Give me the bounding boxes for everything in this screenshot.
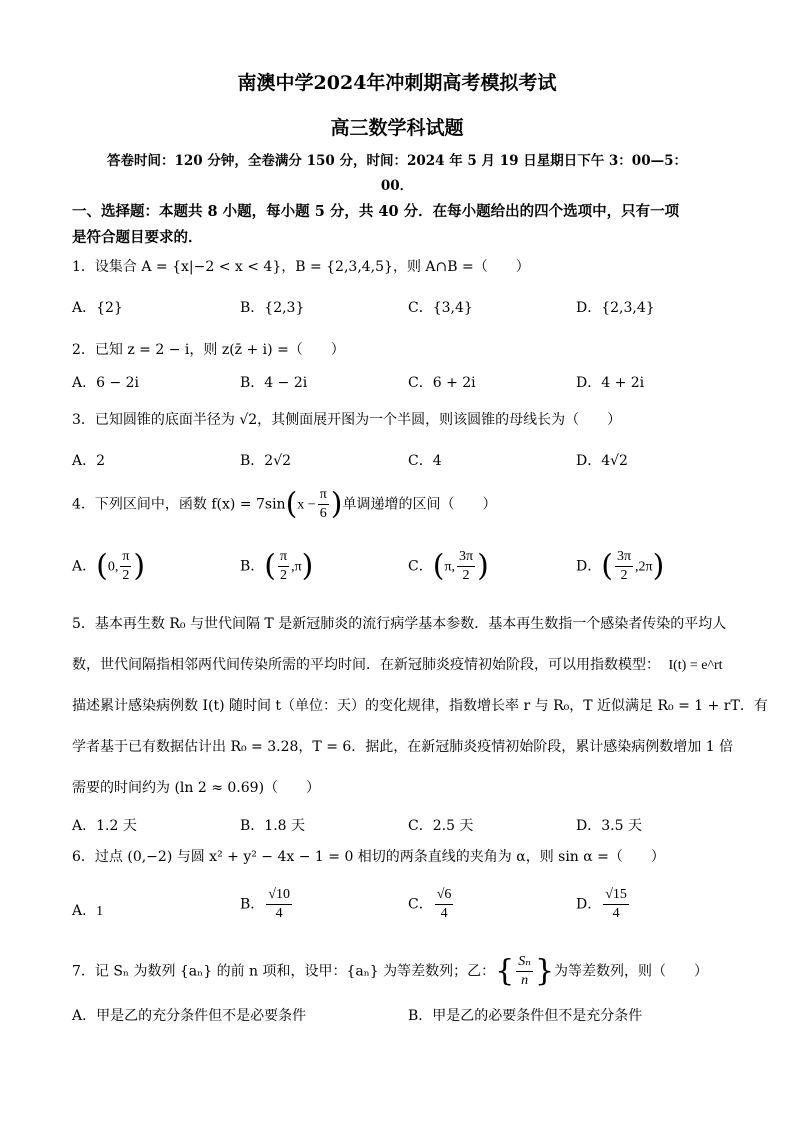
exam-info-line2: 00． — [380, 178, 414, 194]
question-6-option-a[interactable] — [72, 900, 103, 920]
question-2-option-a[interactable]: A．6 − 2i — [72, 375, 140, 391]
question-6-option-d-num: √15 — [603, 886, 629, 905]
question-5-line3: 描述累计感染病例数 I(t) 随时间 t（单位：天）的变化规律，指数增长率 r 与 R₀，T 近似满足 R₀ = 1 + rT．有 — [72, 698, 768, 714]
question-4-option-c-num: 3π — [457, 548, 475, 567]
question-4-option-c-den: 2 — [462, 568, 470, 583]
question-3-stem: 3．已知圆锥的底面半径为 √2，其侧面展开图为一个半圆，则该圆锥的母线长为（ ） — [72, 412, 622, 428]
question-5-line5: 需要的时间约为 (ln 2 ≈ 0.69)（ ） — [72, 780, 321, 796]
question-5-option-b[interactable]: B．1.8 天 — [240, 818, 306, 834]
question-6-option-d-label: D． — [576, 896, 602, 913]
question-4-option-d-label: D． — [576, 558, 602, 575]
question-3-option-a[interactable]: A．2 — [72, 453, 106, 469]
question-7-option-a[interactable]: A．甲是乙的充分条件但不是必要条件 — [72, 1008, 307, 1024]
question-6-option-d-den: 4 — [612, 906, 620, 921]
question-2-stem: 2．已知 z = 2 − i，则 z(z̄ + i) =（ ） — [72, 342, 345, 358]
question-5-option-d[interactable]: D．3.5 天 — [576, 818, 642, 834]
section-heading-line2: 是符合题目要求的． — [72, 229, 203, 246]
exam-info-line1: 答卷时间：120 分钟，全卷满分 150 分，时间：2024 年 5 月 19 日星期日下午 3：00—5： — [107, 153, 687, 169]
question-2-option-c[interactable]: C．6 + 2i — [408, 375, 476, 391]
question-3-option-d[interactable]: D．4√2 — [576, 453, 628, 469]
question-4-option-d[interactable]: D．( $\frac{3\pi}{2}$ ,2π) — [576, 548, 665, 584]
question-4-option-c-left: π, — [444, 559, 456, 575]
question-5-option-a[interactable]: A．1.2 天 — [72, 818, 137, 834]
question-4-option-b-right: ,π — [291, 559, 302, 575]
question-3-option-c[interactable]: C．4 — [408, 453, 442, 469]
question-4-option-a[interactable]: A．(0, $\frac{\pi}{2}$ ) — [72, 548, 146, 584]
question-6-option-b-num: √10 — [266, 886, 292, 905]
question-4-option-b-num: π — [278, 548, 289, 567]
question-6-option-b-den: 4 — [275, 906, 283, 921]
question-4-option-a-left: 0, — [107, 559, 119, 575]
question-7-frac-den: n — [521, 973, 529, 988]
question-5-model-formula: I(t) = e^rt — [668, 658, 723, 673]
question-4-option-c-label: C． — [408, 558, 433, 575]
question-4-option-b[interactable]: B．( $\frac{\pi}{2}$ ,π) — [240, 548, 314, 584]
question-4-arg-den: 6 — [319, 506, 327, 521]
question-6-option-b[interactable] — [240, 886, 294, 923]
question-6-option-d[interactable] — [576, 886, 631, 923]
question-4-option-b-label: B． — [240, 558, 265, 575]
exam-title: 南澳中学2024年冲刺期高考模拟考试 — [237, 72, 557, 94]
question-4-option-c[interactable]: C．(π, $\frac{3\pi}{2}$ ) — [408, 548, 489, 584]
question-6-option-c-label: C． — [408, 896, 433, 913]
question-5-line2-text: 数，世代间隔指相邻两代间传染所需的平均时间．在新冠肺炎疫情初始阶段，可以用指数模型： — [72, 657, 660, 673]
question-6-option-b-label: B． — [240, 896, 265, 913]
question-4-option-a-den: 2 — [122, 568, 130, 583]
question-4-option-d-num: 3π — [615, 548, 633, 567]
question-5-option-c[interactable]: C．2.5 天 — [408, 818, 474, 834]
question-7-stem: 7．记 Sₙ 为数列 {aₙ} 的前 n 项和，设甲：{aₙ} 为等差数列；乙：{ $\frac{\text{Sₙ}}{n}$ }为等差数列，则（ ） — [72, 953, 709, 989]
exam-subtitle: 高三数学科试题 — [330, 117, 464, 139]
question-7-stem-pre: 7．记 Sₙ 为数列 {aₙ} 的前 n 项和，设甲：{aₙ} 为等差数列；乙： — [72, 963, 496, 980]
question-4-stem: 4．下列区间中，函数 f(x) = 7sin(x − $\frac{\pi}{6}$ )单调递增的区间（ ） — [72, 486, 497, 522]
question-6-option-a-label: A． — [72, 903, 97, 919]
question-4-option-b-den: 2 — [280, 568, 288, 583]
question-7-stem-post: 为等差数列，则（ ） — [554, 963, 709, 980]
section-heading-line1: 一、选择题：本题共 8 小题，每小题 5 分，共 40 分．在每小题给出的四个选项中，只有一项 — [72, 203, 680, 220]
question-5-line4: 学者基于已有数据估计出 R₀ = 3.28，T = 6．据此，在新冠肺炎疫情初始阶段，累计感染病例数增加 1 倍 — [72, 739, 734, 755]
question-1-option-a[interactable]: A．{2} — [72, 300, 123, 316]
question-6-option-c-num: √6 — [435, 886, 454, 905]
question-1-option-b[interactable]: B．{2,3} — [240, 300, 305, 316]
question-5-line2 — [72, 654, 723, 674]
question-5-line1: 5．基本再生数 R₀ 与世代间隔 T 是新冠肺炎的流行病学基本参数．基本再生数指一个感染者传染的平均人 — [72, 616, 727, 632]
question-4-stem-pre: 4．下列区间中，函数 f(x) = 7sin — [72, 496, 286, 513]
question-1-option-d[interactable]: D．{2,3,4} — [576, 300, 655, 316]
question-3-option-b[interactable]: B．2√2 — [240, 453, 292, 469]
question-4-arg-num: π — [318, 486, 329, 505]
question-6-option-a-value: 1 — [96, 904, 104, 919]
question-4-option-a-label: A． — [72, 558, 97, 575]
question-1-option-c[interactable]: C．{3,4} — [408, 300, 473, 316]
question-4-option-d-right: ,2π — [635, 559, 653, 575]
question-7-frac-num: Sₙ — [516, 953, 533, 972]
question-4-stem-post: 单调递增的区间（ ） — [342, 496, 497, 513]
question-6-stem: 6．过点 (0,−2) 与圆 x² + y² − 4x − 1 = 0 相切的两条直线的夹角为 α，则 sin α =（ ） — [72, 849, 665, 865]
question-1-stem: 1．设集合 A = {x|−2 < x < 4}，B = {2,3,4,5}，则 A∩B =（ ） — [72, 259, 530, 275]
question-6-option-c-den: 4 — [440, 906, 448, 921]
question-6-option-c[interactable] — [408, 886, 455, 923]
question-7-option-b[interactable]: B．甲是乙的必要条件但不是充分条件 — [408, 1008, 643, 1024]
question-4-option-a-num: π — [120, 548, 131, 567]
question-2-option-d[interactable]: D．4 + 2i — [576, 375, 645, 391]
question-2-option-b[interactable]: B．4 − 2i — [240, 375, 308, 391]
question-4-option-d-den: 2 — [620, 568, 628, 583]
question-4-arg-left: x − — [297, 497, 316, 513]
